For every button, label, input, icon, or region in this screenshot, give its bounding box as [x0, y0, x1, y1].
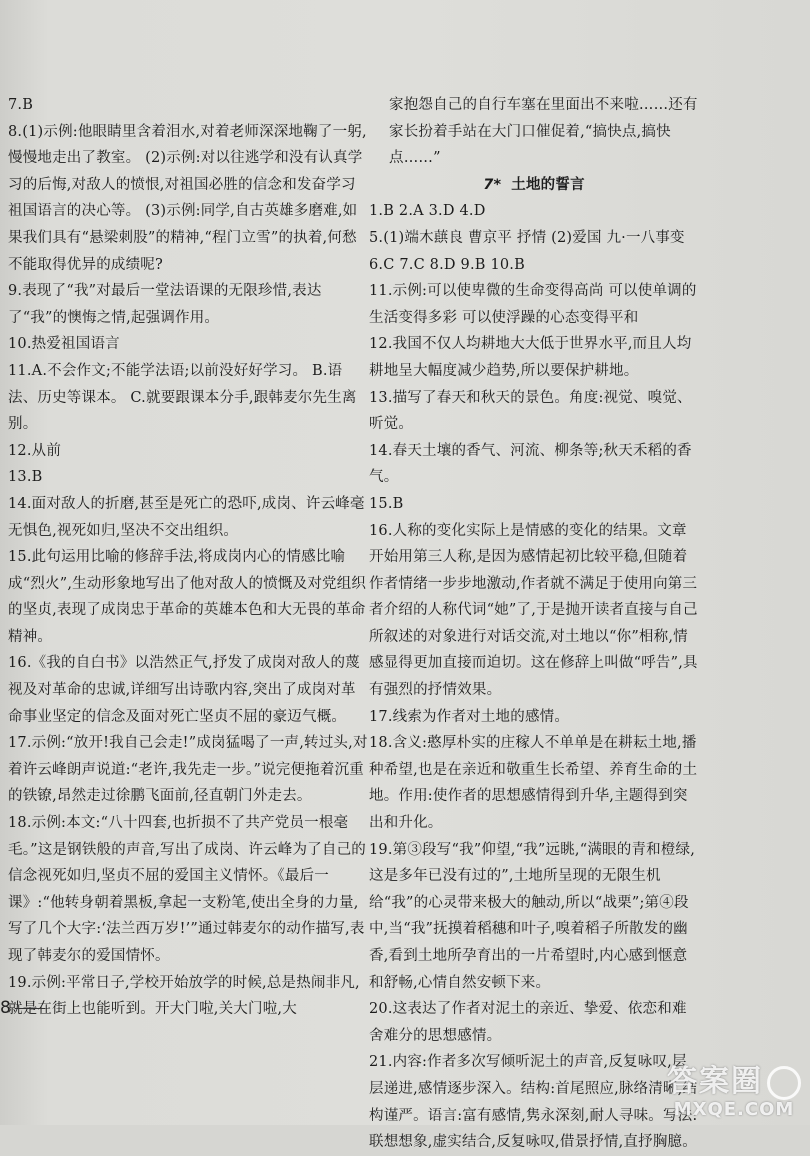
answer-item	[8, 810, 370, 970]
section-title-text: 土地的誓言	[511, 176, 585, 193]
answer-item	[8, 278, 370, 331]
answer-item	[8, 331, 370, 358]
answer-text: 11.示例:可以使卑微的生命变得高尚 可以使单调的生活变得多彩 可以使浮躁的心态变得平和	[369, 283, 697, 326]
answer-item	[369, 518, 699, 704]
continuation-text: 家抱怨自己的自行车塞在里面出不来啦……还有家长扮着手站在大门口催促着,“搞快点,搞快点……”	[389, 97, 698, 167]
answer-text: 18.示例:本文:“八十四套,也折损不了共产党员一根毫毛。”这是钢铁般的声音,写出了成岗、许云峰为了自己的信念视死如归,坚贞不屈的爱国主义情怀。《最后一课》:“他转身朝着黑板,拿起一支粉笔,使出全身的力量,写了几个大字:‘法兰西万岁!’”通过韩麦尔的动作描写,表现了韩麦尔的爱国情怀。	[8, 815, 366, 964]
answer-text: 1.B 2.A 3.D 4.D	[369, 203, 486, 220]
left-answer-list	[8, 92, 370, 1023]
answer-text: 13.B	[8, 469, 43, 486]
answer-text: 12.我国不仅人均耕地大大低于世界水平,而且人均耕地呈大幅度减少趋势,所以要保护耕地。	[369, 336, 692, 379]
answer-text: 16.《我的自白书》以浩然正气,抒发了成岗对敌人的蔑视及对革命的忠诚,详细写出诗歌内容,突出了成岗对革命事业坚定的信念及面对死亡坚贞不屈的豪迈气概。	[8, 655, 360, 725]
section-title	[369, 172, 699, 199]
answer-item	[8, 464, 370, 491]
answer-text: 6.C 7.C 8.D 9.B 10.B	[369, 256, 525, 273]
answer-item	[369, 1049, 699, 1155]
answer-text: 9.表现了“我”对最后一堂法语课的无限珍惜,表达了“我”的懊悔之情,起强调作用。	[8, 283, 322, 326]
answer-item	[8, 358, 370, 438]
answer-text: 14.春天土壤的香气、河流、柳条等;秋天禾稻的香气。	[369, 442, 692, 486]
page-number-rule	[15, 1008, 45, 1009]
answer-text: 8.(1)示例:他眼睛里含着泪水,对着老师深深地鞠了一躬,慢慢地走出了教室。 (2)示例:对以往逃学和没有认真学习的后悔,对敌人的愤恨,对祖国必胜的信念和发奋学习祖国语言的决心等。 (3)示例:同学,自古英雄多磨难,如果我们具有“悬梁刺股”的精神,“程门立雪”的执着,何愁不能取得优异的成绩呢?	[8, 123, 367, 273]
answer-item	[369, 385, 699, 438]
answer-text: 14.面对敌人的折磨,甚至是死亡的恐吓,成岗、许云峰毫无惧色,视死如归,坚决不交出组织。	[8, 495, 365, 539]
answer-item	[8, 119, 370, 279]
answer-item	[369, 331, 699, 384]
answer-text: 12.从前	[8, 442, 62, 459]
answer-item	[8, 650, 370, 730]
answer-item	[8, 92, 370, 119]
answer-text: 21.内容:作者多次写倾听泥土的声音,反复咏叹,层层递进,感情逐步深入。结构:首尾照应,脉络清晰,结构谨严。语言:富有感情,隽永深刻,耐人寻味。写法:联想想象,虚实结合,反复咏叹,借景抒情,直抒胸臆。	[369, 1054, 698, 1151]
answer-text: 20.这表达了作者对泥土的亲近、挚爱、依恋和难舍难分的思想感情。	[369, 1001, 687, 1044]
answer-item	[8, 491, 370, 544]
answer-text: 15.此句运用比喻的修辞手法,将成岗内心的情感比喻成“烈火”,生动形象地写出了他对敌人的愤慨及对党组织的坚贞,表现了成岗忠于革命的英雄本色和大无畏的革命精神。	[8, 549, 367, 645]
answer-text: 15.B	[369, 495, 404, 512]
right-answer-list	[369, 198, 699, 1155]
left-column	[8, 92, 370, 1023]
answer-text: 16.人称的变化实际上是情感的变化的结果。文章开始用第三人称,是因为感情起初比较平稳,但随着作者情绪一步步地激动,作者就不满足于使用向第三者介绍的人称代词“她”了,于是抛开读者直接与自己所叙述的对象进行对话交流,对土地以“你”相称,情感显得更加直接而迫切。这在修辞上叫做“呼告”,具有强烈的抒情效果。	[369, 522, 698, 699]
answer-text: 17.线索为作者对土地的感情。	[369, 708, 570, 725]
answer-item	[369, 730, 699, 836]
answer-text: 17.示例:“放开!我自己会走!”成岗猛喝了一声,转过头,对着许云峰朗声说道:“老许,我先走一步。”说完便拖着沉重的铁镣,昂然走过徐鹏飞面前,径直朝门外走去。	[8, 735, 368, 805]
answer-item	[369, 198, 699, 225]
watermark-circle-icon	[767, 1066, 801, 1100]
answer-text: 18.含义:憨厚朴实的庄稼人不单单是在耕耘土地,播种希望,也是在亲近和敬重生长希望、养育生命的土地。作用:使作者的思想感情得到升华,主题得到突出和升化。	[369, 735, 698, 832]
right-column	[369, 92, 699, 1156]
answer-text: 10.热爱祖国语言	[8, 336, 120, 353]
answer-item	[8, 438, 370, 465]
answer-item	[369, 438, 699, 491]
answer-text: 19.第③段写“我”仰望,“我”远眺,“满眼的青和橙绿,这是多年已没有过的”,土地所呈现的无限生机给“我”的心灵带来极大的触动,所以“战栗”;第④段中,当“我”抚摸着稻穗和叶子,嗅着稻子所散发的幽香,看到土地所孕育出的一片希望时,内心感到惬意和舒畅,心情自然安顿下来。	[369, 841, 696, 991]
watermark-logo: 答案圈 MXQE.COM	[664, 1065, 804, 1121]
answer-item	[369, 225, 699, 252]
answer-item	[8, 730, 370, 810]
answer-item	[369, 837, 699, 997]
answer-text: 19.示例:平常日子,学校开始放学的时候,总是热闹非凡,就是在街上也能听到。开大门啦,关大门啦,大	[8, 974, 360, 1018]
answer-item	[369, 278, 699, 331]
answer-text: 13.描写了春天和秋天的景色。角度:视觉、嗅觉、听觉。	[369, 389, 692, 433]
section-number: 7*	[483, 176, 502, 193]
answer-item	[369, 252, 699, 279]
answer-item	[8, 970, 370, 1023]
page-number: 8	[0, 998, 45, 1018]
answer-text: 11.A.不会作文;不能学法语;以前没好好学习。 B.语法、历史等课本。 C.就要跟课本分手,跟韩麦尔先生离别。	[8, 362, 357, 433]
answer-text: 5.(1)端木蕻良 曹京平 抒情 (2)爱国 九·一八事变	[369, 229, 685, 246]
answer-item	[8, 544, 370, 650]
answer-text: 7.B	[8, 97, 34, 113]
answer-item	[369, 491, 699, 518]
answer-item	[369, 704, 699, 731]
answer-item	[369, 996, 699, 1049]
